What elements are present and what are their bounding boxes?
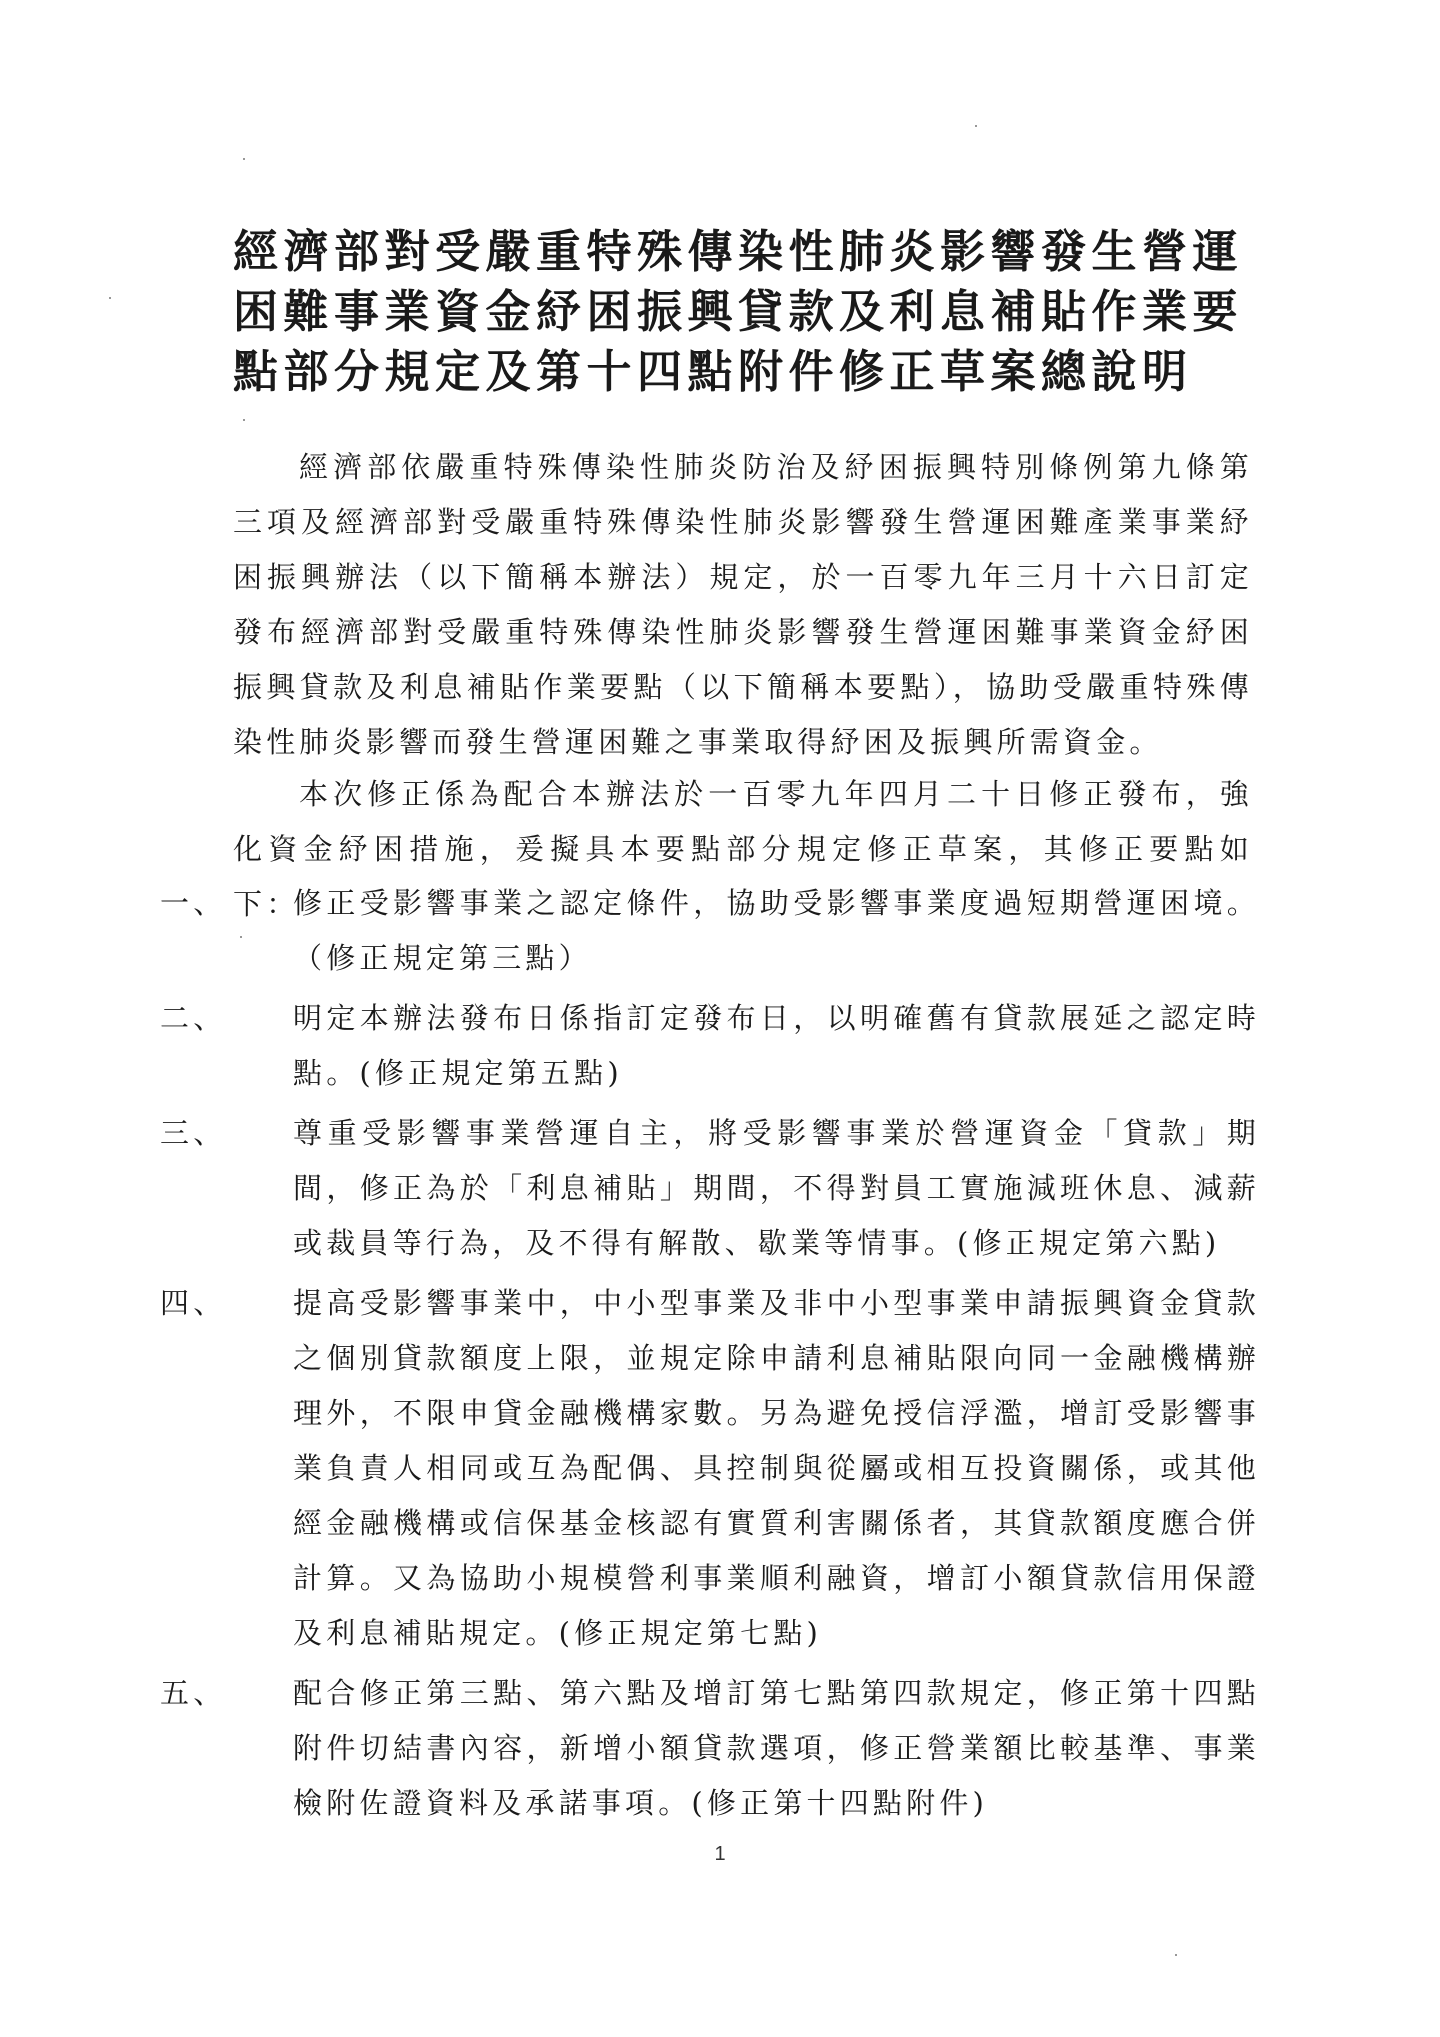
amendment-item	[160, 1276, 1260, 1661]
amendment-item	[160, 991, 1260, 1101]
amendment-item	[160, 876, 1260, 986]
page-number: 1	[714, 1843, 726, 1865]
amendment-marker: 一、	[160, 886, 227, 920]
scan-speck	[109, 297, 111, 299]
document-title: 經濟部對受嚴重特殊傳染性肺炎影響發生營運困難事業資金紓困振興貸款及利息補貼作業要點部分規定及第十四點附件修正草案總說明	[233, 225, 1244, 398]
scan-speck	[975, 125, 977, 127]
amendment-text: 修正受影響事業之認定條件，協助受影響事業度過短期營運困境。（修正規定第三點）	[293, 886, 1260, 975]
amendment-marker: 四、	[160, 1286, 227, 1320]
intro-paragraph: 經濟部依嚴重特殊傳染性肺炎防治及紓困振興特別條例第九條第三項及經濟部對受嚴重特殊傳染性肺炎影響發生營運困難產業事業紓困振興辦法（以下簡稱本辦法）規定，於一百零九年三月十六日訂定發布經濟部對受嚴重特殊傳染性肺炎影響發生營運困難事業資金紓困振興貸款及利息補貼作業要點（以下簡稱本要點），協助受嚴重特殊傳染性肺炎影響而發生營運困難之事業取得紓困及振興所需資金。	[233, 450, 1253, 759]
amendment-item	[160, 1106, 1260, 1271]
amendment-marker: 二、	[160, 1001, 227, 1035]
amendment-text: 明定本辦法發布日係指訂定發布日，以明確舊有貸款展延之認定時點。(修正規定第五點)	[293, 1001, 1260, 1090]
amendment-marker: 五、	[160, 1676, 227, 1710]
amendment-purpose-paragraph: 本次修正係為配合本辦法於一百零九年四月二十日修正發布，強化資金紓困措施，爰擬具本要點部分規定修正草案，其修正要點如下：	[233, 777, 1253, 921]
amendment-marker: 三、	[160, 1116, 227, 1150]
amendment-item	[160, 1666, 1260, 1831]
amendment-list	[160, 876, 1260, 1836]
scan-speck	[243, 158, 245, 160]
scan-speck	[243, 419, 245, 421]
amendment-text: 配合修正第三點、第六點及增訂第七點第四款規定，修正第十四點附件切結書內容，新增小額貸款選項，修正營業額比較基準、事業檢附佐證資料及承諾事項。(修正第十四點附件)	[293, 1676, 1260, 1820]
amendment-text: 尊重受影響事業營運自主，將受影響事業於營運資金「貸款」期間，修正為於「利息補貼」期間，不得對員工實施減班休息、減薪或裁員等行為，及不得有解散、歇業等情事。(修正規定第六點)	[293, 1116, 1260, 1260]
amendment-text: 提高受影響事業中，中小型事業及非中小型事業申請振興資金貸款之個別貸款額度上限，並規定除申請利息補貼限向同一金融機構辦理外，不限申貸金融機構家數。另為避免授信浮濫，增訂受影響事業負責人相同或互為配偶、具控制與從屬或相互投資關係，或其他經金融機構或信保基金核認有實質利害關係者，其貸款額度應合併計算。又為協助小規模營利事業順利融資，增訂小額貸款信用保證及利息補貼規定。(修正規定第七點)	[293, 1286, 1260, 1650]
scan-speck	[1175, 1954, 1177, 1956]
